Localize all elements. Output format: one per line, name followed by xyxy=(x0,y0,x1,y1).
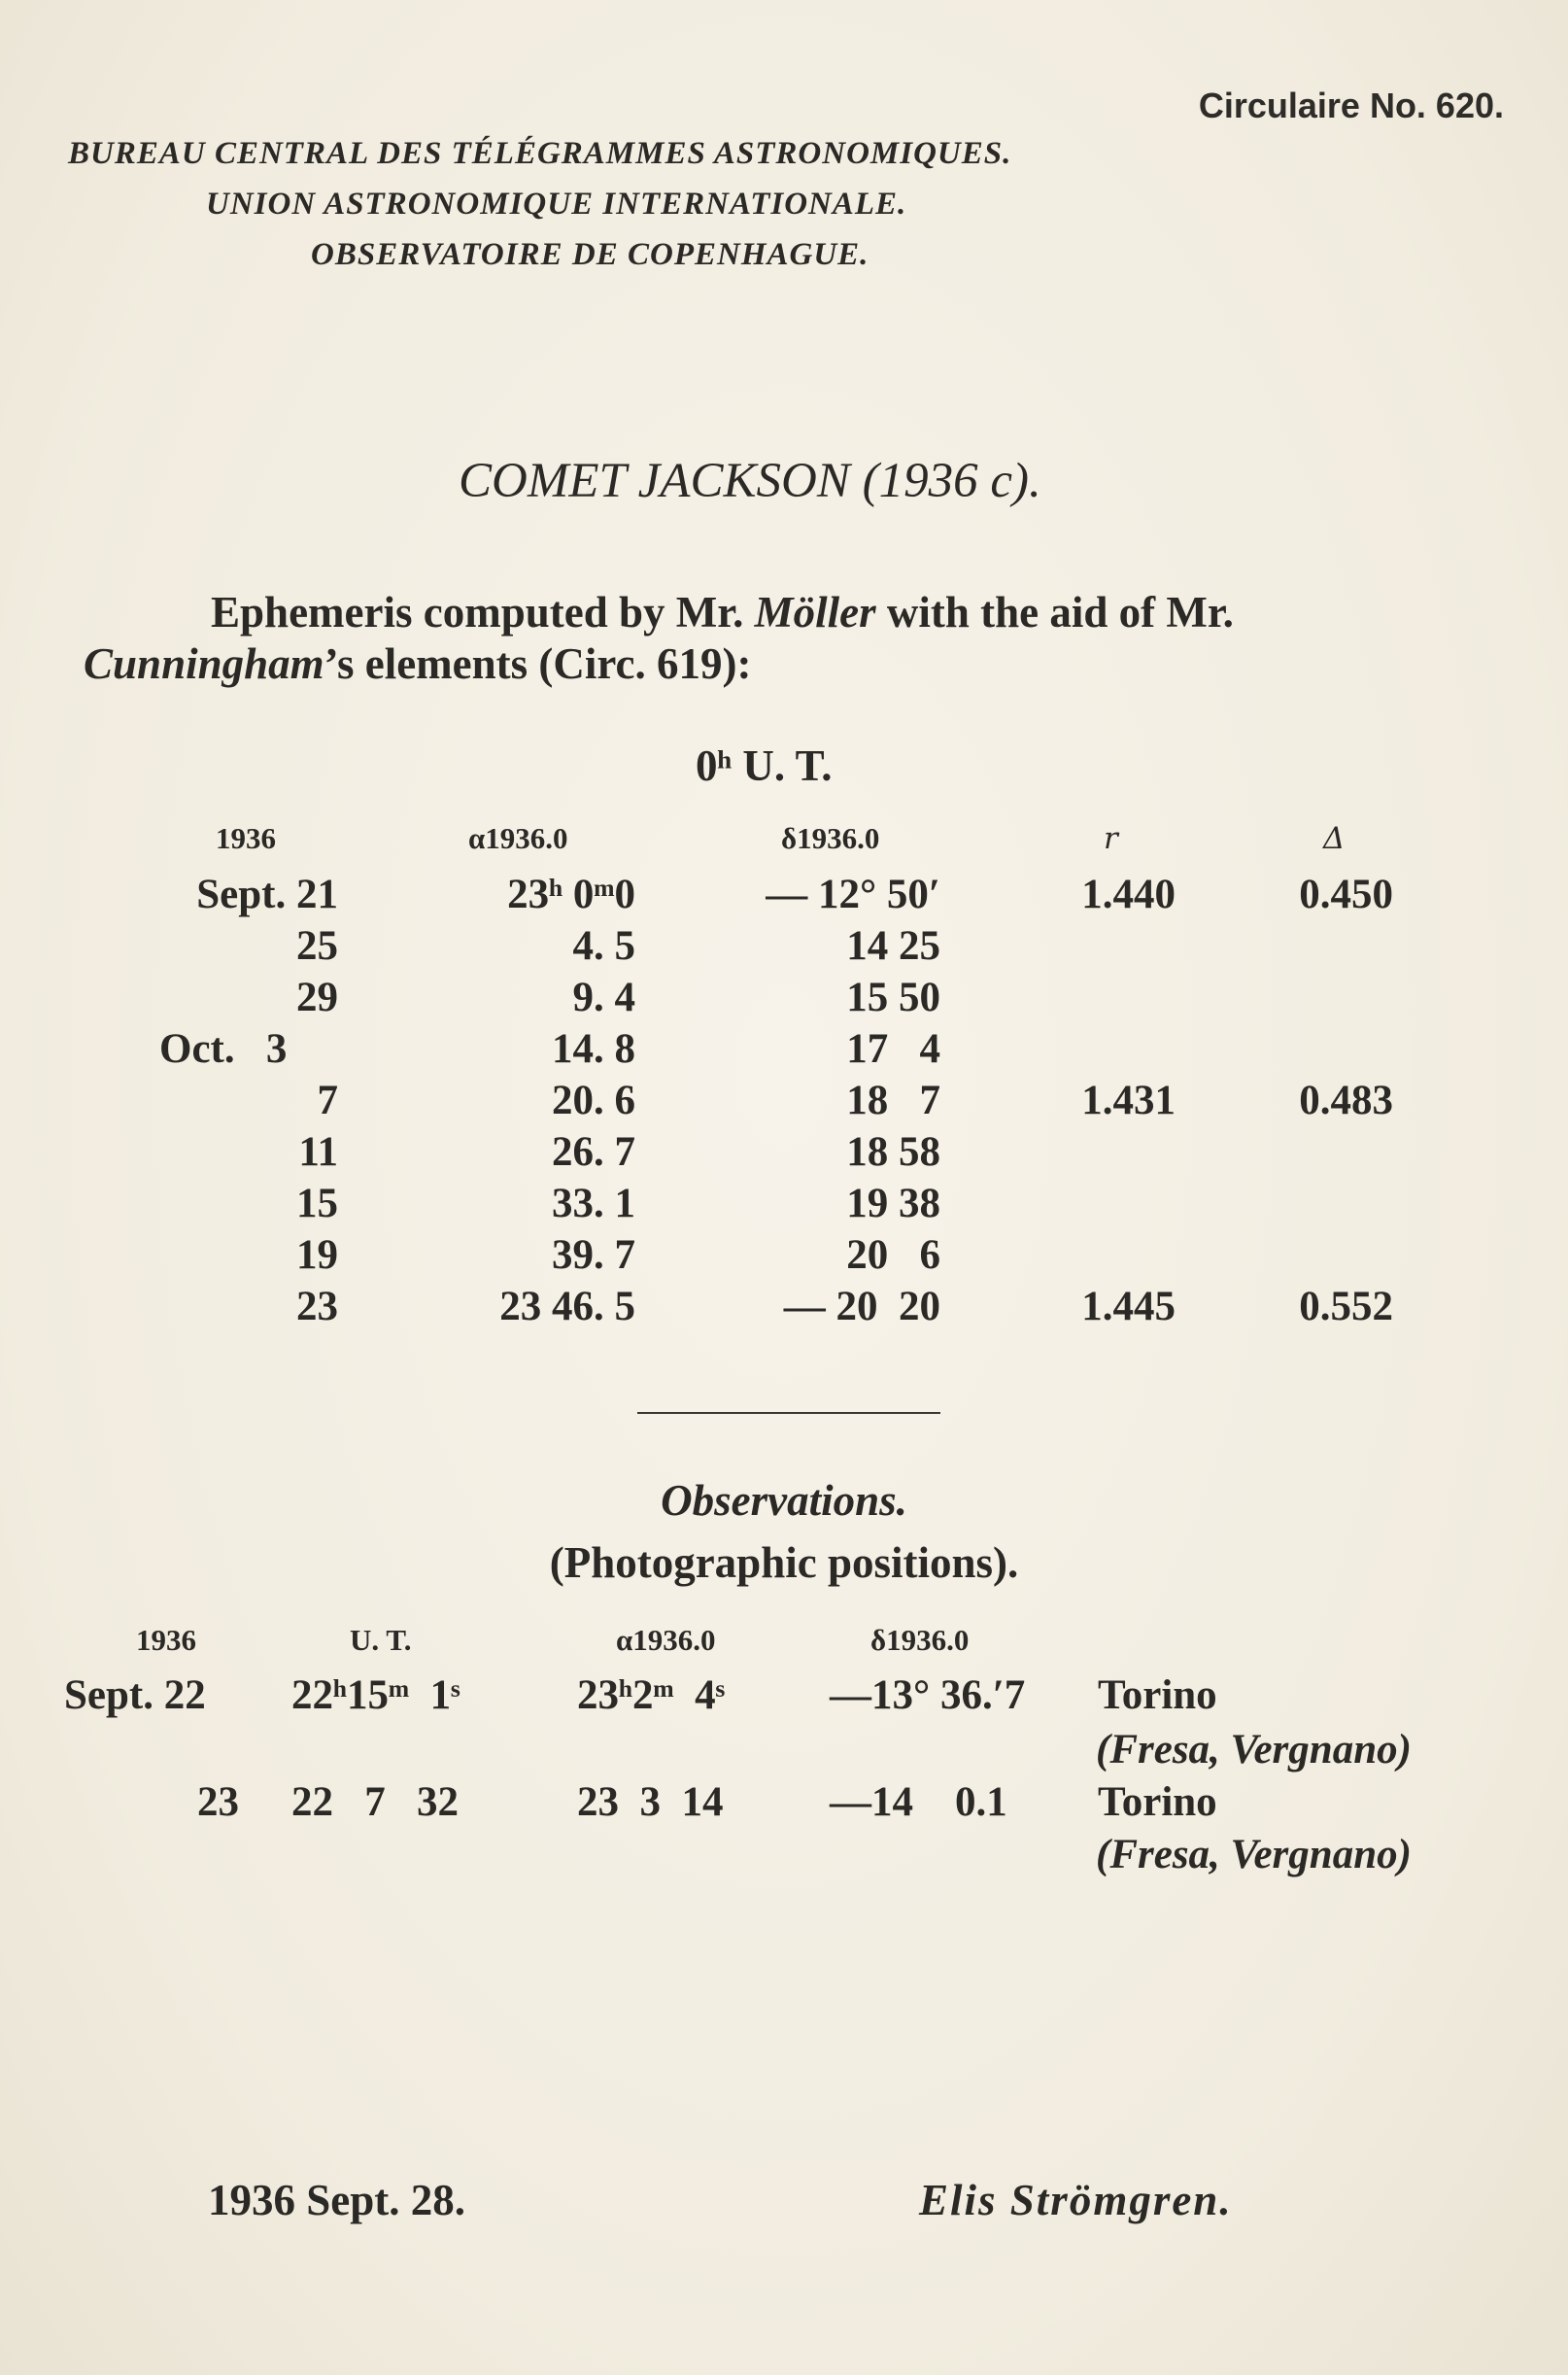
observation-date: 23 xyxy=(197,1779,239,1825)
header-line-union: UNION ASTRONOMIQUE INTERNATIONALE. xyxy=(206,187,907,222)
ephemeris-delta: 0.552 xyxy=(1299,1284,1393,1329)
ephemeris-dec: 17 4 xyxy=(846,1026,940,1072)
intro-name-cunningham: Cunningham xyxy=(84,639,324,688)
observation-dec: —13° 36.′7 xyxy=(830,1672,1026,1718)
footer-date: 1936 Sept. 28. xyxy=(208,2176,466,2224)
observation-observers xyxy=(1096,1726,1412,1773)
observations-title: Observations. xyxy=(661,1476,907,1525)
observation-ut: 22 7 32 xyxy=(291,1779,459,1825)
ephemeris-date: 23 xyxy=(296,1284,338,1329)
header-line-bureau: BUREAU CENTRAL DES TÉLÉGRAMMES ASTRONOMIQUES. xyxy=(68,136,1012,171)
ephemeris-dec: 18 58 xyxy=(846,1129,940,1175)
observations-header-year: 1936 xyxy=(136,1623,196,1657)
ephemeris-ra: 14. 8 xyxy=(552,1026,635,1072)
intro-text-1: Ephemeris computed by Mr. xyxy=(211,588,755,637)
ephemeris-date: 19 xyxy=(296,1232,338,1278)
ephemeris-header-r xyxy=(1104,821,1118,856)
ephemeris-date: 15 xyxy=(296,1181,338,1226)
intro-name-moller: Möller xyxy=(754,588,876,637)
ephemeris-header-delta-text: Δ xyxy=(1323,821,1346,856)
ephemeris-dec: 14 25 xyxy=(846,923,940,969)
ephemeris-dec: 20 6 xyxy=(846,1232,940,1278)
ephemeris-header-dec: δ1936.0 xyxy=(781,821,880,855)
signature: Elis Strömgren. xyxy=(919,2176,1233,2224)
ephemeris-dec: — 12° 50′ xyxy=(766,872,940,917)
ephemeris-ra: 23 46. 5 xyxy=(499,1284,635,1329)
ephemeris-delta: 0.450 xyxy=(1299,872,1393,917)
observations-subtitle: (Photographic positions). xyxy=(549,1538,1019,1587)
observation-ut: 22ʰ15ᵐ 1ˢ xyxy=(291,1672,460,1718)
ephemeris-dec: 15 50 xyxy=(846,975,940,1020)
circular-number: Circulaire No. 620. xyxy=(1198,86,1504,125)
ephemeris-ra: 9. 4 xyxy=(572,975,635,1020)
comet-title: COMET JACKSON (1936 c). xyxy=(459,454,1041,508)
observation-place: Torino xyxy=(1098,1672,1217,1718)
ephemeris-dec: — 20 20 xyxy=(783,1284,940,1329)
ephemeris-ra: 39. 7 xyxy=(552,1232,635,1278)
ephemeris-dec: 18 7 xyxy=(846,1078,940,1123)
ephemeris-header-delta xyxy=(1323,821,1345,856)
ephemeris-ra: 23ʰ 0ᵐ0 xyxy=(507,872,635,917)
ephemeris-ra: 26. 7 xyxy=(552,1129,635,1175)
observations-header-ut: U. T. xyxy=(350,1623,412,1657)
ephemeris-ra: 33. 1 xyxy=(552,1181,635,1226)
observation-observers xyxy=(1096,1831,1412,1878)
ephemeris-date: 7 xyxy=(317,1078,338,1123)
intro-line-1 xyxy=(211,587,1234,637)
ephemeris-header-r-text: r xyxy=(1104,821,1118,856)
intro-text-3: ’s elements (Circ. 619): xyxy=(324,639,752,688)
ephemeris-r: 1.440 xyxy=(1081,872,1176,917)
ephemeris-date: 29 xyxy=(296,975,338,1020)
ephemeris-r: 1.445 xyxy=(1081,1284,1176,1329)
intro-text-2: with the aid of Mr. xyxy=(875,588,1234,637)
ephemeris-date: 25 xyxy=(296,923,338,969)
ephemeris-header-year: 1936 xyxy=(216,821,276,855)
ephemeris-r: 1.431 xyxy=(1081,1078,1176,1123)
section-divider xyxy=(637,1412,940,1414)
observation-ra: 23ʰ2ᵐ 4ˢ xyxy=(577,1672,725,1718)
ephemeris-delta: 0.483 xyxy=(1299,1078,1393,1123)
ephemeris-date: 11 xyxy=(298,1129,338,1175)
observation-place: Torino xyxy=(1098,1779,1217,1825)
observation-ra: 23 3 14 xyxy=(577,1779,724,1825)
observation-observers-text: (Fresa, Vergnano) xyxy=(1096,1832,1412,1877)
ephemeris-header-ra: α1936.0 xyxy=(468,821,568,855)
header-line-observatory: OBSERVATOIRE DE COPENHAGUE. xyxy=(311,237,869,272)
ephemeris-dec: 19 38 xyxy=(846,1181,940,1226)
ephemeris-ra: 4. 5 xyxy=(572,923,635,969)
observations-header-ra: α1936.0 xyxy=(616,1623,716,1657)
observation-observers-text: (Fresa, Vergnano) xyxy=(1096,1727,1412,1773)
intro-line-2 xyxy=(84,638,752,689)
ephemeris-date: Oct. 3 xyxy=(159,1026,288,1072)
ephemeris-date: Sept. 21 xyxy=(196,872,338,917)
observation-date: Sept. 22 xyxy=(64,1672,206,1718)
ephemeris-ra: 20. 6 xyxy=(552,1078,635,1123)
observation-dec: —14 0.1 xyxy=(830,1779,1007,1825)
observations-header-dec: δ1936.0 xyxy=(870,1623,970,1657)
ephemeris-time-label: 0ʰ U. T. xyxy=(696,741,833,790)
